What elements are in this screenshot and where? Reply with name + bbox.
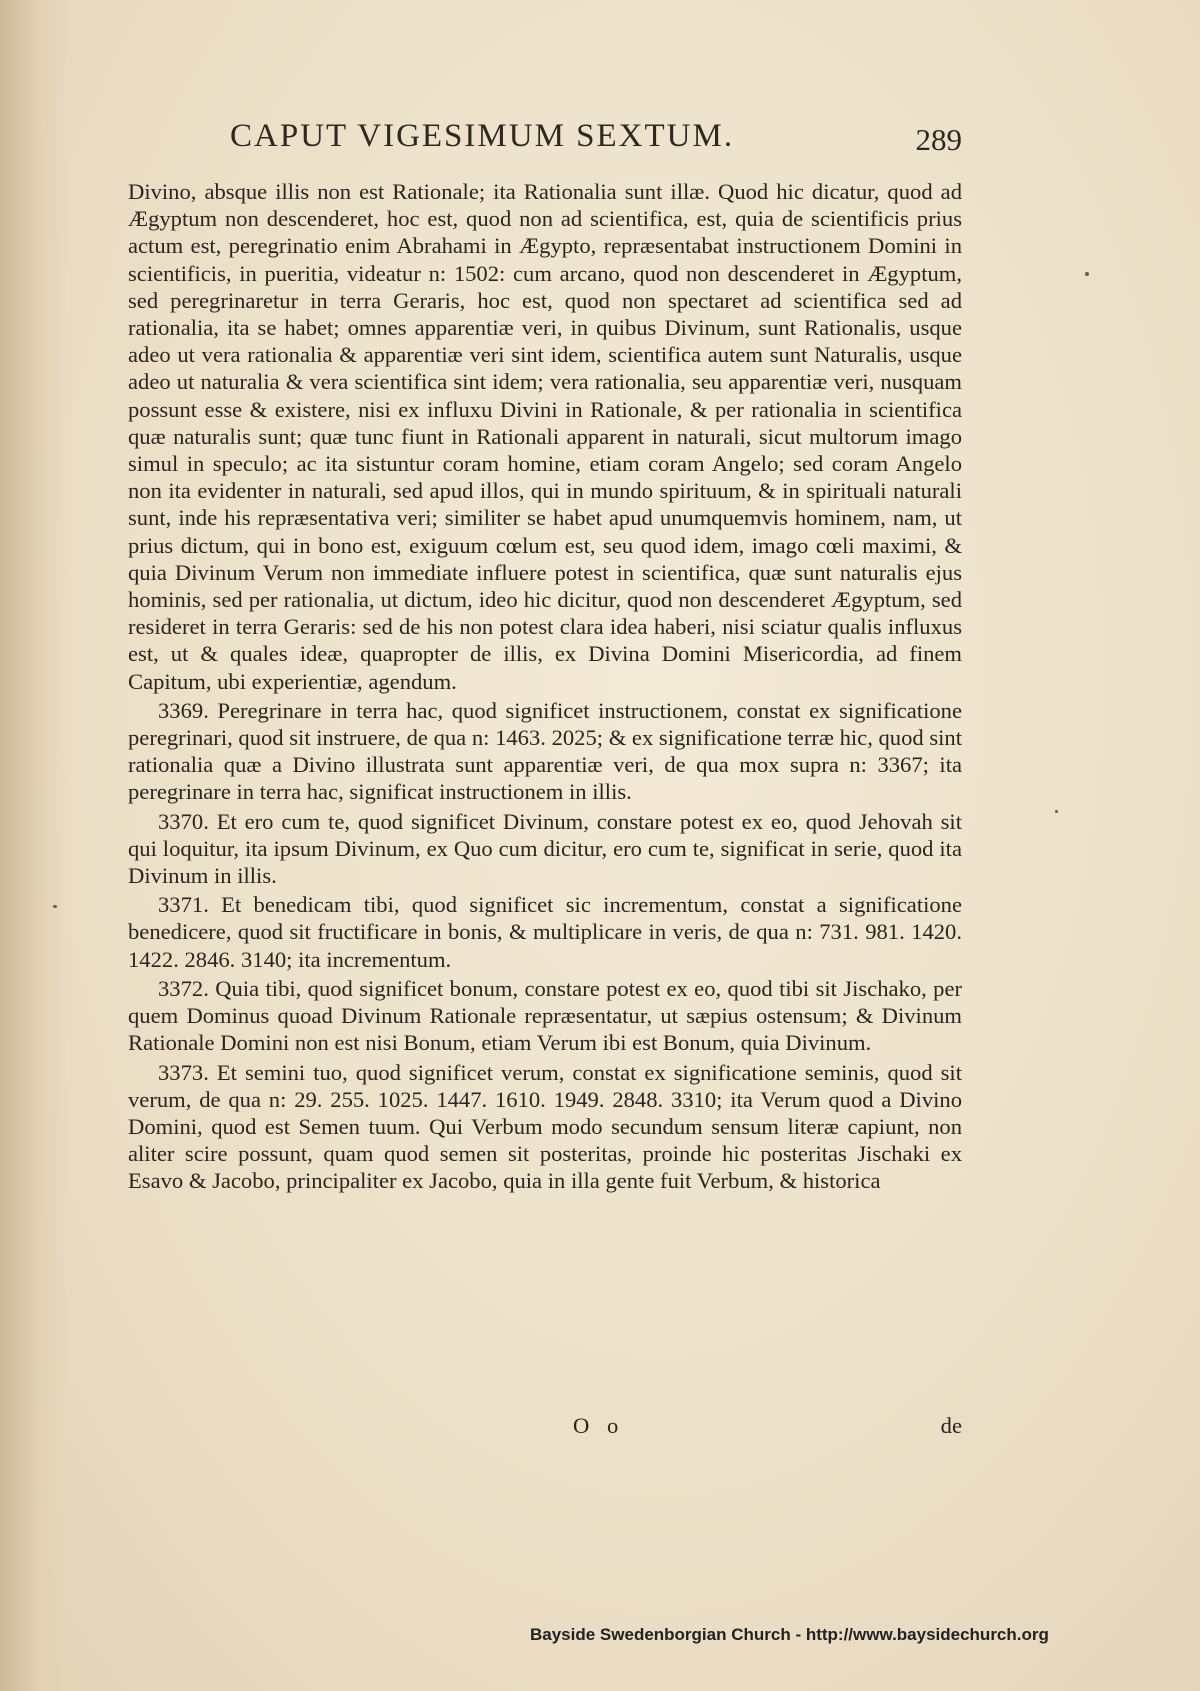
paper-speck [1085, 272, 1089, 276]
paragraph-3373: 3373. Et semini tuo, quod significet verum, constat ex significatione seminis, quod sit verum, de qua n: 29. 255. 1025. 1447. 1610. 1949. 2848. 3310; ita Verum quod a Divino Domini, quod est Semen tuum. Qui Verbum modo secundum sensum literæ capiunt, non aliter scire possunt, quam quod semen sit posteritas, proinde hic posteritas Jischaki ex Esavo & Jacobo, principaliter ex Jacobo, quia in illa gente fuit Verbum, & historica [128, 1059, 962, 1194]
binding-gutter-shadow [0, 0, 70, 1691]
signature-mark: O o [573, 1413, 625, 1438]
paragraph-3370: 3370. Et ero cum te, quod significet Divinum, constare potest ex eo, quod Jehovah sit qui loquitur, ita ipsum Divinum, ex Quo cum dicitur, ero cum te, significat in serie, quod ita Divinum in illis. [128, 808, 962, 889]
page-header [120, 118, 970, 168]
paragraph-3372: 3372. Quia tibi, quod significet bonum, constare potest ex eo, quod tibi sit Jischako, per quem Dominus quoad Divinum Rationale repræsentatur, ut sæpius ostensum; & Divinum Rationale Domini non est nisi Bonum, etiam Verum ibi est Bonum, quia Divinum. [128, 975, 962, 1056]
body-text [128, 178, 962, 1195]
page-footer [128, 1413, 962, 1443]
paragraph-continued: Divino, absque illis non est Rationale; ita Rationalia sunt illæ. Quod hic dicatur, quod ad Ægyptum non descenderet, hoc est, quod non ad scientifica, est, quia de scientificis prius actum est, peregrinatio enim Abrahami in Ægypto, repræsentabat instructionem Domini in scientificis, in pueritia, videatur n: 1502: cum arcano, quod non descenderet in Ægyptum, sed peregrinaretur in terra Geraris, hoc est, quod non spectaret ad scientifica sed ad rationalia, ita se habet; omnes apparentiæ veri, in quibus Divinum, sunt Rationalis, usque adeo ut vera rationalia & apparentiæ veri sint idem, scientifica autem sunt Naturalis, usque adeo ut naturalia & vera scientifica sint idem; vera rationalia, seu apparentiæ veri, nusquam possunt esse & existere, nisi ex influxu Divini in Rationale, & per rationalia in scientifica quæ naturalis sunt; quæ tunc fiunt in Rationali apparent in naturali, sicut multorum imago simul in speculo; ac ita sistuntur coram homine, etiam coram Angelo; sed coram Angelo non ita evidenter in naturali, sed apud illos, qui in mundo spirituum, & in spirituali naturali sunt, inde his repræsentativa veri; similiter se habet apud unumquemvis hominem, nam, ut prius dictum, qui in bono est, exiguum cœlum est, seu quod idem, imago cœli maximi, & quia Divinum Verum non immediate influere potest in scientifica, quæ sunt naturalis ejus hominis, sed per rationalia, ut dictum, ideo hic dicitur, quod non descenderet Ægyptum, sed resideret in terra Geraris: sed de his non potest clara idea haberi, nisi sciatur qualis influxus est, ut & quales ideæ, quapropter de illis, ex Divina Domini Misericordia, ad finem Capitum, ubi experientiæ, agendum. [128, 179, 962, 694]
paper-speck [53, 905, 57, 908]
catchword: de [940, 1413, 962, 1438]
paper-speck [1055, 810, 1058, 813]
running-title: CAPUT VIGESIMUM SEXTUM. [230, 118, 735, 154]
paragraph-3369: 3369. Peregrinare in terra hac, quod significet instructionem, constat ex significatione peregrinari, quod sit instruere, de qua n: 1463. 2025; & ex significatione terræ hic, quod sint rationalia quæ a Divino illustrata sunt apparentiæ veri, de qua mox supra n: 3367; ita peregrinare in terra hac, significat instructionem in illis. [128, 697, 962, 805]
page-number: 289 [915, 122, 962, 157]
paragraph-3371: 3371. Et benedicam tibi, quod significet sic incrementum, constat a significatione benedicere, quod sit fructificare in bonis, & multiplicare in veris, de qua n: 731. 981. 1420. 1422. 2846. 3140; ita incrementum. [128, 892, 962, 972]
source-watermark: Bayside Swedenborgian Church - http://www.baysidechurch.org [530, 1625, 1049, 1644]
